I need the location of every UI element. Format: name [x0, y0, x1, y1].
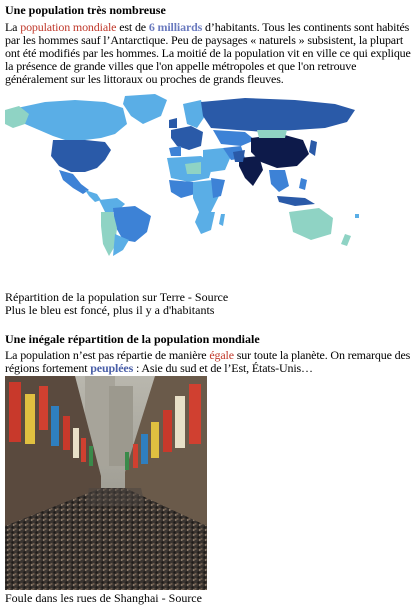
- sahara-sparse: [185, 162, 201, 174]
- russia: [201, 98, 355, 132]
- inegale-paragraph: [5, 349, 412, 375]
- shanghai-crowd-photo: [5, 376, 207, 590]
- central-america: [85, 190, 101, 202]
- pakistan: [233, 150, 245, 162]
- philippines: [299, 178, 307, 190]
- pacific-island: [355, 214, 359, 218]
- text: : Asie du sud et de l’Est, États-Unis…: [133, 361, 313, 375]
- photo-caption: [5, 592, 202, 604]
- text: d’habitants. Tous les continents sont habités par les hommes sauf l’Antarctique. Peu de paysages « naturels » subsistent, la plupart ont été modifiés par les hommes. La moitié de la population vit en ville ce qui explique la présence de grande villes que l'on appelle métropoles et que l'on retrouve généralement sur les littoraux ou proches de grands fleuves.: [5, 20, 411, 86]
- usa: [51, 140, 111, 172]
- uk: [169, 118, 177, 128]
- text: est de: [116, 20, 149, 34]
- section-title-inegale: Une inégale répartition de la population mondiale: [5, 332, 260, 346]
- text: Répartition de la population sur Terre -: [5, 290, 195, 304]
- australia: [289, 208, 333, 240]
- milliards-link[interactable]: 6 milliards: [148, 20, 203, 34]
- text: La: [5, 20, 21, 34]
- text: sur toute la planète. On remarque des régions fortement: [5, 348, 411, 375]
- map-caption-line2: Plus le bleu est foncé, plus il y a d'habitants: [5, 303, 215, 317]
- text: Foule dans les rues de Shanghai -: [5, 591, 169, 605]
- mongolia: [257, 130, 287, 138]
- east-africa: [211, 178, 225, 198]
- japan: [309, 140, 317, 156]
- iberia: [169, 146, 181, 156]
- southeast-asia: [269, 170, 289, 192]
- map-source-link[interactable]: Source: [194, 290, 229, 304]
- canada: [15, 100, 127, 140]
- peuplees-link[interactable]: peuplées: [90, 361, 134, 375]
- map-caption-line1: [5, 291, 228, 303]
- indonesia: [277, 196, 315, 206]
- intro-paragraph: [5, 21, 412, 86]
- western-europe: [171, 126, 203, 150]
- new-zealand: [341, 234, 351, 246]
- text: La population n’est pas répartie de manière: [5, 348, 210, 362]
- greenland: [123, 94, 167, 124]
- section-title-population: Une population très nombreuse: [5, 3, 166, 17]
- population-mondiale-link[interactable]: population mondiale: [20, 20, 117, 34]
- west-africa: [169, 180, 195, 198]
- world-population-map: [5, 94, 366, 258]
- madagascar: [219, 214, 225, 226]
- photo-source-link[interactable]: Source: [168, 591, 202, 605]
- mexico: [59, 170, 89, 194]
- central-asia: [213, 130, 255, 146]
- egale-link[interactable]: égale: [209, 348, 234, 362]
- southern-africa: [195, 212, 215, 234]
